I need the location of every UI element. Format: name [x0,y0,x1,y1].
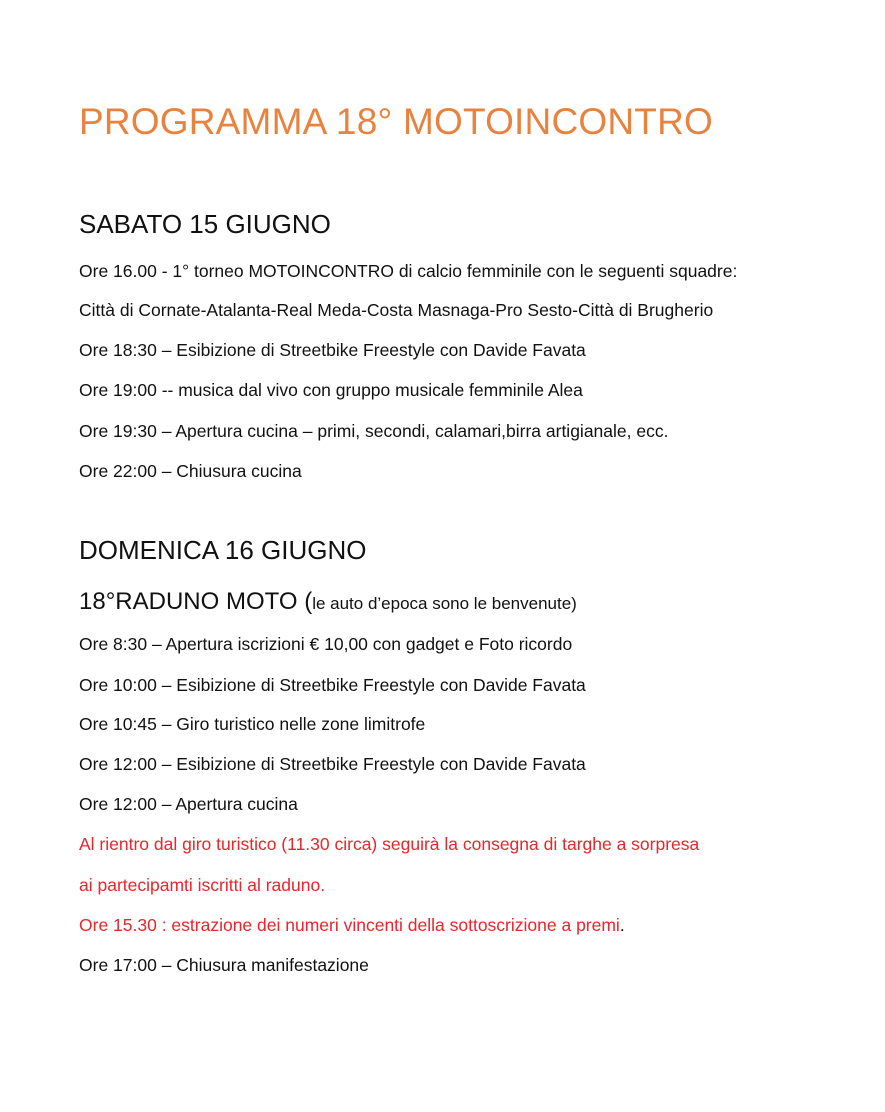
draw-line-text: Ore 15.30 : estrazione dei numeri vincenti della sottoscrizione a premi [79,915,620,935]
raduno-heading [79,590,577,614]
raduno-note: le auto d’epoca sono le benvenute) [312,594,577,613]
award-notice-line-2: ai partecipamti iscritti al raduno. [79,875,326,895]
raduno-title: 18°RADUNO MOTO ( [79,588,313,615]
saturday-line-5: Ore 19:30 – Apertura cucina – primi, secondi, calamari,birra artigianale, ecc. [79,421,669,441]
draw-line [79,917,625,935]
sunday-line-5: Ore 12:00 – Apertura cucina [79,794,298,814]
sunday-line-1: Ore 8:30 – Apertura iscrizioni € 10,00 con gadget e Foto ricordo [79,634,573,654]
saturday-heading: SABATO 15 GIUGNO [79,209,331,239]
award-notice-line-1: Al rientro dal giro turistico (11.30 circa) seguirà la consegna di targhe a sorpresa [79,834,700,854]
saturday-line-6: Ore 22:00 – Chiusura cucina [79,461,302,481]
saturday-line-1: Ore 16.00 - 1° torneo MOTOINCONTRO di calcio femminile con le seguenti squadre: [79,261,738,281]
closing-line: Ore 17:00 – Chiusura manifestazione [79,955,369,975]
saturday-line-3: Ore 18:30 – Esibizione di Streetbike Freestyle con Davide Favata [79,340,586,360]
draw-line-period: . [619,915,625,935]
sunday-line-2: Ore 10:00 – Esibizione di Streetbike Freestyle con Davide Favata [79,675,586,695]
page-title: PROGRAMMA 18° MOTOINCONTRO [79,101,713,142]
saturday-line-4: Ore 19:00 -- musica dal vivo con gruppo musicale femminile Alea [79,380,583,400]
saturday-line-2: Città di Cornate-Atalanta-Real Meda-Costa Masnaga-Pro Sesto-Città di Brugherio [79,300,714,320]
sunday-heading: DOMENICA 16 GIUGNO [79,535,367,565]
sunday-line-3: Ore 10:45 – Giro turistico nelle zone limitrofe [79,714,426,734]
sunday-line-4: Ore 12:00 – Esibizione di Streetbike Freestyle con Davide Favata [79,754,586,774]
